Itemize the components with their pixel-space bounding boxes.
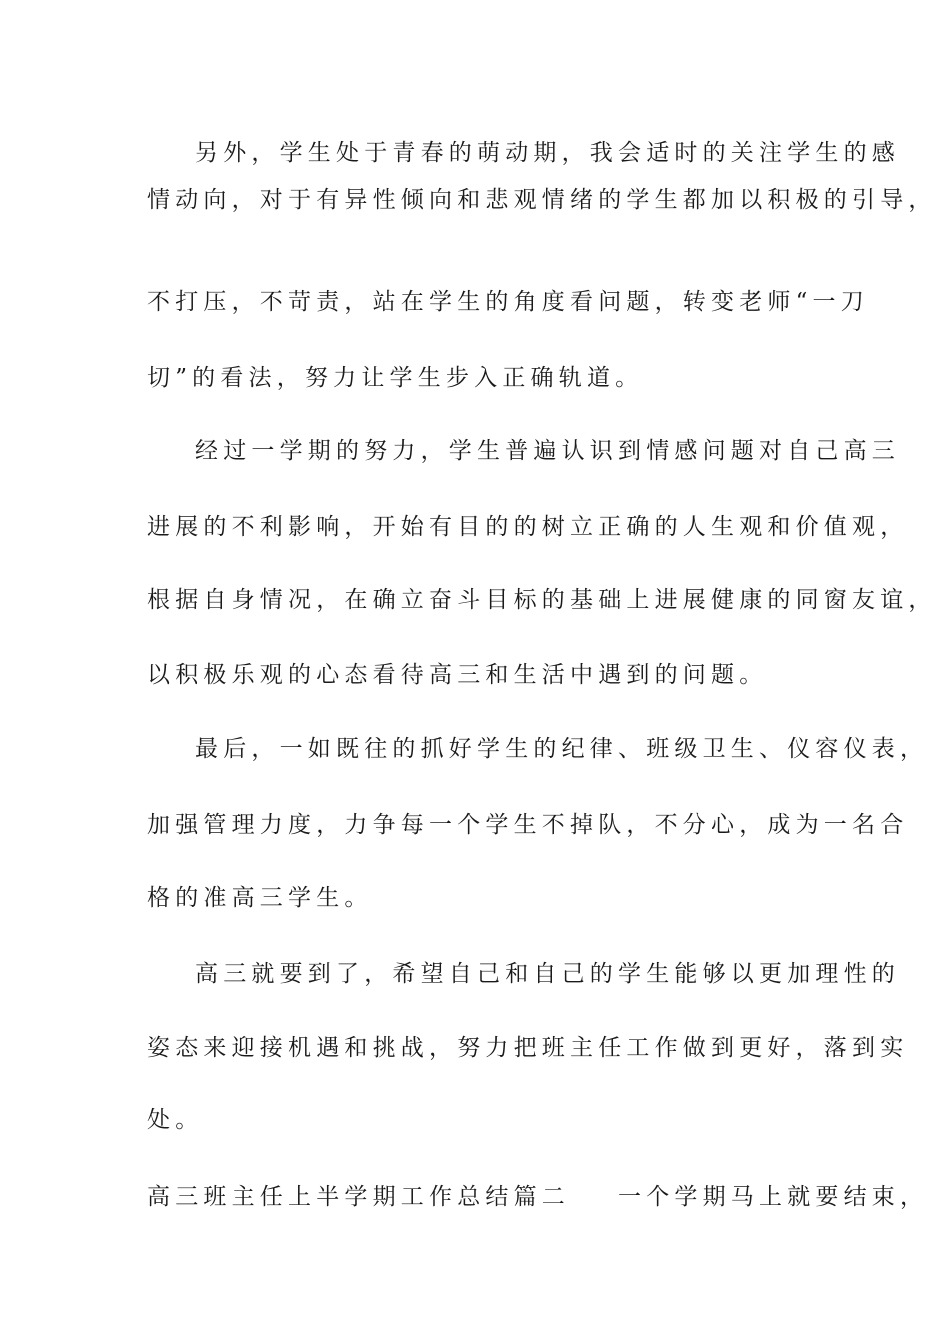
section-heading-title: 高三班主任上半学期工作总结篇二 — [147, 1184, 570, 1210]
paragraph-2-line-4: 以积极乐观的心态看待高三和生活中遇到的问题。 — [147, 662, 768, 688]
paragraph-1-line-2: 情动向，对于有异性倾向和悲观情绪的学生都加以积极的引导， — [147, 187, 937, 213]
paragraph-2-line-2: 进展的不利影响，开始有目的的树立正确的人生观和价值观， — [147, 514, 909, 540]
section-heading-line — [147, 1182, 929, 1212]
paragraph-1-line-1: 另外，学生处于青春的萌动期，我会适时的关注学生的感 — [195, 140, 900, 166]
paragraph-1-line-4: 切”的看法，努力让学生步入正确轨道。 — [147, 365, 644, 391]
paragraph-3-line-2: 加强管理力度，力争每一个学生不掉队，不分心，成为一名合 — [147, 812, 909, 838]
paragraph-1-line-3: 不打压，不苛责，站在学生的角度看问题，转变老师“一刀 — [147, 289, 869, 315]
section-heading-continuation: 一个学期马上就要结束， — [618, 1184, 929, 1210]
paragraph-3-line-1: 最后，一如既往的抓好学生的纪律、班级卫生、仪容仪表， — [195, 736, 929, 762]
paragraph-2-line-3: 根据自身情况，在确立奋斗目标的基础上进展健康的同窗友谊， — [147, 587, 937, 613]
paragraph-4-line-3: 处。 — [147, 1107, 204, 1133]
paragraph-4-line-2: 姿态来迎接机遇和挑战，努力把班主任工作做到更好，落到实 — [147, 1035, 909, 1061]
paragraph-4-line-1: 高三就要到了，希望自己和自己的学生能够以更加理性的 — [195, 961, 900, 987]
paragraph-3-line-3: 格的准高三学生。 — [147, 885, 373, 911]
paragraph-2-line-1: 经过一学期的努力，学生普遍认识到情感问题对自己高三 — [195, 438, 900, 464]
